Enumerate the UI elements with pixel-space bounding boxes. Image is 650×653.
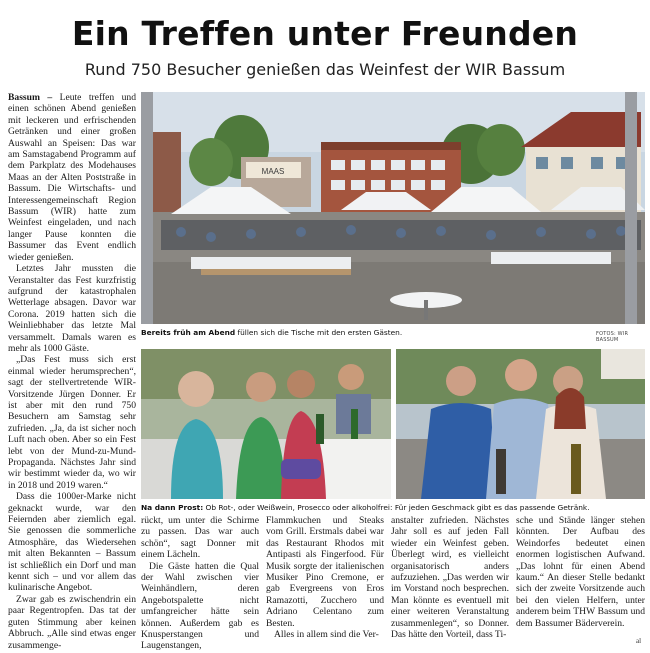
paragraph: Letztes Jahr mussten die Veranstalter das Fest kurzfristig aufgrund der katastrophalen Wetterlage absagen. Davor war Corona. 2019 hatten sich die Weinliebhaber das letzte Mal versammelt. Damals waren es mehr als 1000 Gäste. <box>8 263 136 354</box>
paragraph: Flammkuchen und Steaks vom Grill. Erstmals dabei war das Restaurant Rhodos mit Antipasti als Fingerfood. Für Musik sorgte der italienischen Musiker Pino Cremone, er gab Evergreens von Eros Ramazotti, Zucchero und Adriano Celentano zum Besten. <box>266 515 384 629</box>
caption-text: füllen sich die Tische mit den ersten Gästen. <box>235 328 403 337</box>
paragraph: Zwar gab es zwischendrin ein paar Regentropfen. Das tat der guten Stimmung aber keinen Abbruch. „Alle sind etwas enger zusammenge- <box>8 593 136 651</box>
paragraph: „Das Fest muss sich erst einmal wieder herumsprechen“, sagt der stellvertretende WIR-Vorsitzende Jürgen Donner. Er ist aber mit den rund 750 Besuchern am Samstag sehr zufrieden. „Ja, da ist sicher noch Luft nach oben. Aber so ein Fest lebt von der Mund-zu-Mund-Propaganda. Nächstes Jahr sind wir bestimmt wieder da, wo wir in 2018 und 2019 waren.“ <box>8 354 136 491</box>
paragraph: rückt, um unter die Schirme zu passen. Das war auch schön“, sagt Donner mit einem Lächeln. <box>141 515 259 561</box>
article-column-3 <box>266 515 384 640</box>
store-sign: MAAS <box>261 167 285 176</box>
article-column-5 <box>516 515 645 629</box>
caption-text: Ob Rot-, oder Weißwein, Prosecco oder alkoholfrei: Für jeden Geschmack gibt es das passende Getränk. <box>203 503 590 512</box>
main-photo <box>141 92 645 324</box>
main-photo-caption <box>141 328 402 338</box>
paragraph: anstalter zufrieden. Nächstes Jahr soll es auf jeden Fall wieder ein Weinfest geben. Überlegt wird, es vielleicht organisatorisch anders aufzuziehen. „Das werden wir im Vorstand noch besprechen. Man könnte es eventuell mit einer weiteren Veranstaltung zusammenlegen“, so Donner. Das hätte den Vorteil, dass Ti- <box>391 515 509 641</box>
paragraph: Dass die 1000er-Marke nicht geknackt wurde, war den Feiernden aber ziemlich egal. Sie genossen die sommerliche Atmosphäre, das Wiedersehen mit alten Bekannten – Bassum ist schließlich ein Dorf und man kennt sich – und vor allem das kulinarische Angebot. <box>8 491 136 594</box>
caption-bold: Bereits früh am Abend <box>141 328 236 337</box>
paragraph: sche und Stände länger stehen könnten. Der Aufbau des Weindorfes bedeutet einen enormen logistischen Aufwand. „Das lohnt für einen Abend kaum.“ An dieser Stelle bedankt sich der zweite Vorsitzende auch bei den vielen Helfern, unter anderem beim THW Bassum und dem Bassumer Bäderverein. <box>516 515 645 629</box>
subheadline: Rund 750 Besucher genießen das Weinfest der WIR Bassum <box>84 60 566 79</box>
lead-place: Bassum – <box>8 92 53 103</box>
article-column-1 <box>8 92 137 651</box>
paragraph: Leute treffen und einen schönen Abend genießen mit leckeren und erfrischenden Getränken und einer großen Auswahl an Speisen: Das war am Samstagabend Programm auf dem Parkplatz des Modehauses Maas an der Alten Poststraße in Bassum. Die Wirtschafts- und Interessengemeinschaft Region Bassum (WIR) hatte zum Weinfest eingeladen, und nach langer Pause konnten die Bassumer das Event endlich wieder genießen. <box>8 92 137 263</box>
paragraph: Die Gäste hatten die Qual der Wahl zwischen vier Weinhändlern, deren Angebotspalette nicht umfangreicher hätte sein können. Außerdem gab es Knusperstangen und Laugenstangen, <box>141 560 259 652</box>
paragraph: Alles in allem sind die Ver- <box>274 629 379 641</box>
photo-women-toasting <box>141 349 391 499</box>
caption-bold: Na dann Prost: <box>141 503 204 512</box>
photo-credit: FOTOS: WIR BASSUM <box>596 331 629 343</box>
headline: Ein Treffen unter Freunden <box>71 14 579 53</box>
bottom-photo-caption <box>141 503 590 513</box>
author-tag: al <box>636 637 642 645</box>
photo-three-people-toasting <box>396 349 645 499</box>
article-column-4 <box>391 515 509 640</box>
article-column-2 <box>141 515 259 652</box>
